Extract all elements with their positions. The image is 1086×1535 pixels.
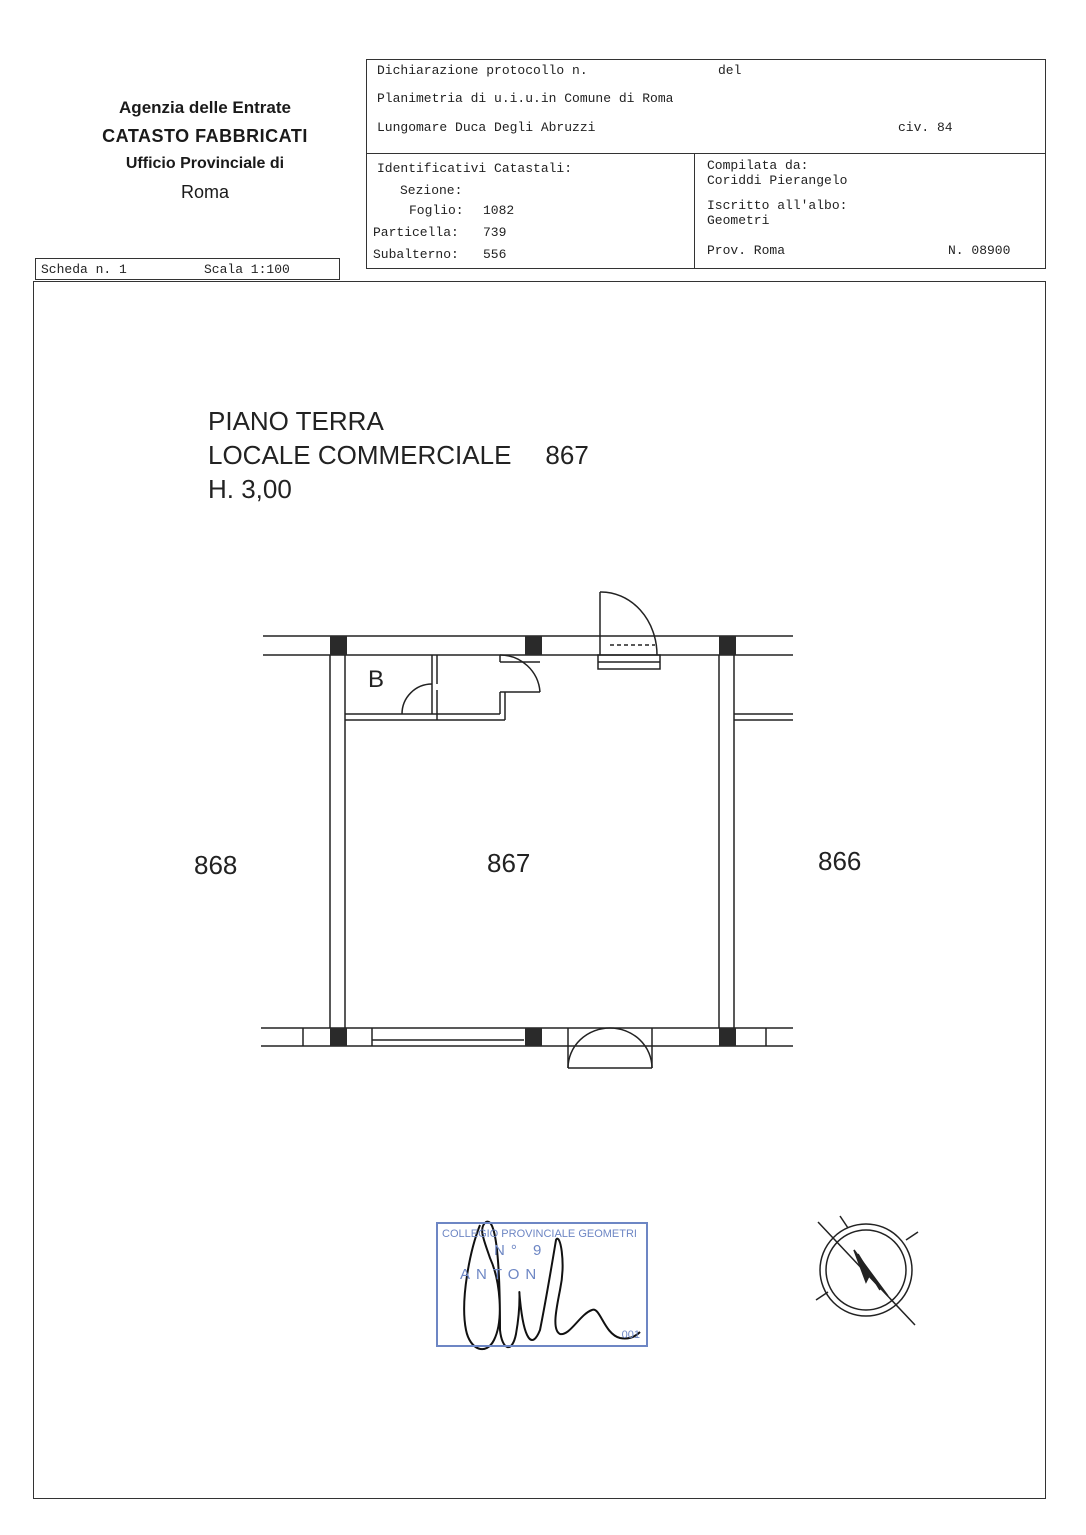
iscritto-value: Geometri bbox=[707, 213, 770, 228]
particella-value: 739 bbox=[483, 225, 507, 240]
stamp-name: ANTON bbox=[460, 1266, 543, 1283]
stamp-college: COLLEGIO PROVINCIALE GEOMETRI bbox=[442, 1228, 637, 1240]
pillar bbox=[525, 636, 542, 655]
compilata-label: Compilata da: bbox=[707, 158, 809, 173]
height-label: H. 3,00 bbox=[208, 474, 292, 504]
iscritto-label: Iscritto all'albo: bbox=[707, 198, 848, 213]
bathroom-label: B bbox=[368, 666, 385, 693]
floor-label: PIANO TERRA bbox=[208, 406, 384, 436]
office-label: Ufficio Provinciale di bbox=[125, 155, 285, 172]
foglio-label: Foglio: bbox=[409, 203, 464, 218]
particella-label: Particella: bbox=[373, 225, 459, 240]
civ-label: civ. 84 bbox=[898, 120, 953, 135]
pillar bbox=[719, 636, 736, 655]
subalterno-label: Subalterno: bbox=[373, 247, 459, 262]
protocol-label: Dichiarazione protocollo n. bbox=[377, 63, 588, 78]
pillar bbox=[719, 1028, 736, 1046]
scala-label: Scala 1:100 bbox=[204, 262, 290, 277]
north-compass-icon bbox=[816, 1216, 918, 1325]
unit-type-label: LOCALE COMMERCIALE bbox=[208, 440, 512, 470]
pillar bbox=[525, 1028, 542, 1046]
numero-label: N. 08900 bbox=[948, 243, 1011, 258]
foglio-value: 1082 bbox=[483, 203, 515, 218]
del-label: del bbox=[718, 63, 742, 78]
compilata-name: Coriddi Pierangelo bbox=[707, 173, 848, 188]
catasto-title: CATASTO FABBRICATI bbox=[102, 126, 308, 146]
unit-center-label: 867 bbox=[487, 848, 531, 878]
agency-name: Agenzia delle Entrate bbox=[119, 98, 291, 117]
identificativi-label: Identificativi Catastali: bbox=[377, 161, 573, 176]
title-unit-number: 867 bbox=[545, 440, 589, 470]
prov-label: Prov. Roma bbox=[707, 243, 786, 258]
stamp-number: N° 9 bbox=[494, 1242, 548, 1259]
stamp-code: 001 bbox=[621, 1329, 640, 1341]
unit-left-label: 868 bbox=[194, 850, 238, 880]
office-city: Roma bbox=[180, 182, 229, 202]
professional-stamp bbox=[436, 1222, 648, 1347]
scheda-label: Scheda n. 1 bbox=[41, 262, 127, 277]
unit-right-label: 866 bbox=[818, 846, 862, 876]
sezione-label: Sezione: bbox=[400, 183, 463, 198]
bathroom-door-swing bbox=[402, 684, 432, 714]
planimetria-label: Planimetria di u.i.u.in Comune di Roma bbox=[377, 91, 674, 106]
subalterno-value: 556 bbox=[483, 247, 507, 262]
address-label: Lungomare Duca Degli Abruzzi bbox=[377, 120, 596, 135]
inner-door-swing bbox=[500, 655, 540, 692]
pillar bbox=[330, 636, 347, 655]
pillar bbox=[330, 1028, 347, 1046]
